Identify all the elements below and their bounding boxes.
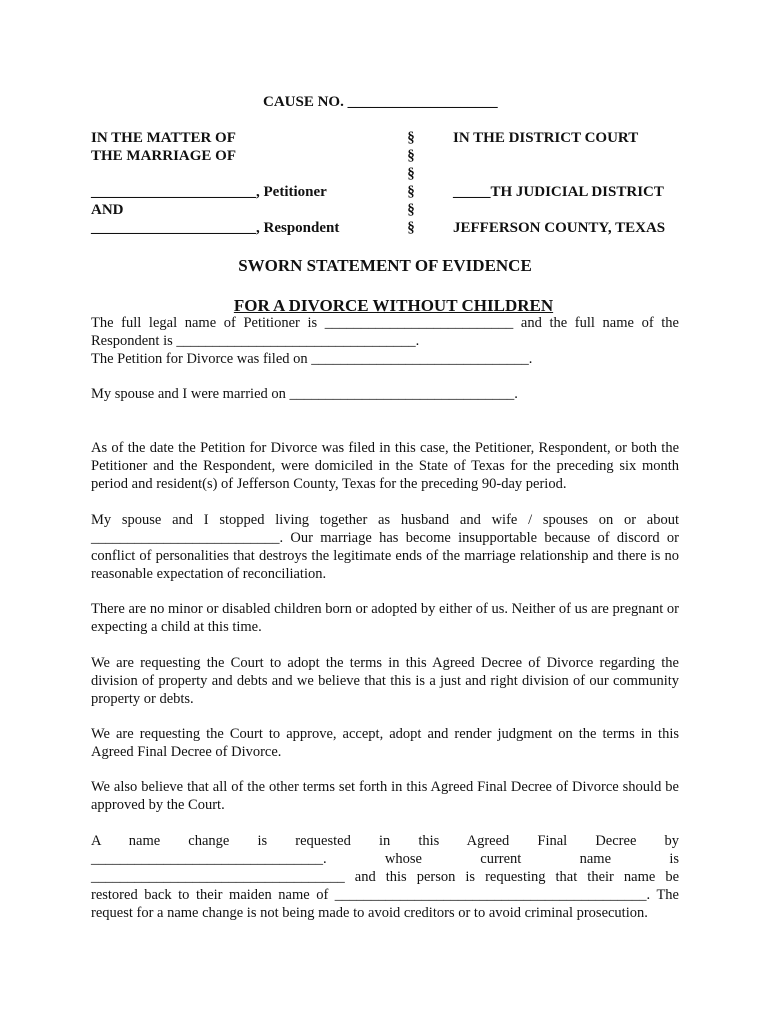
name-change-line-2: ________________________________. whose current name is (91, 851, 679, 867)
name-change-line-3: ___________________________________ and this person is requesting that their name be (91, 869, 679, 885)
section-mark: § (407, 202, 415, 218)
court-label: IN THE DISTRICT COURT (453, 130, 639, 146)
document-title-line-1: SWORN STATEMENT OF EVIDENCE (238, 256, 532, 275)
section-mark: § (407, 130, 415, 146)
names-paragraph (91, 314, 679, 368)
section-mark: § (407, 220, 415, 236)
other-terms-paragraph: We also believe that all of the other terms set forth in this Agreed Final Decree of Divorce should be approved by the Court. (91, 779, 679, 813)
section-mark: § (407, 148, 415, 164)
name-change-line-1: A name change is requested in this Agreed Final Decree by (91, 833, 679, 849)
names-line-3: The Petition for Divorce was filed on ______________________________. (91, 351, 533, 367)
name-change-line-5: request for a name change is not being made to avoid creditors or to avoid criminal prosecution. (91, 905, 648, 921)
approve-paragraph: We are requesting the Court to approve, accept, adopt and render judgment on the terms in this Agreed Final Decree of Divorce. (91, 726, 679, 760)
names-line-1: The full legal name of Petitioner is __________________________ and the full name of the (91, 315, 679, 331)
respondent-line: ______________________, Respondent (91, 220, 340, 236)
names-line-2: Respondent is _________________________________. (91, 333, 420, 349)
section-mark: § (407, 184, 415, 200)
domicile-paragraph: As of the date the Petition for Divorce was filed in this case, the Petitioner, Respondent, or both the Petitioner and the Respondent, were domiciled in the State of Texas for the preceding six month period and resident(s) of Jefferson County, Texas for the preceding 90-day period. (91, 440, 679, 492)
cause-number: CAUSE NO. ____________________ (263, 94, 498, 110)
judicial-district: _____TH JUDICIAL DISTRICT (453, 184, 664, 200)
and-label: AND (91, 202, 124, 218)
married-line: My spouse and I were married on _______________________________. (91, 386, 518, 402)
document-title-line-2: FOR A DIVORCE WITHOUT CHILDREN (233, 296, 554, 315)
name-change-paragraph (91, 832, 679, 922)
petitioner-line: ______________________, Petitioner (91, 184, 327, 200)
county-label: JEFFERSON COUNTY, TEXAS (453, 220, 666, 236)
matter-line-2: THE MARRIAGE OF (91, 148, 237, 164)
married-paragraph (91, 385, 679, 403)
separation-paragraph: My spouse and I stopped living together as husband and wife / spouses on or about __________________________. Our marriage has become insupportable because of discord or conflict of personalities that destroys the legitimate ends of the marriage relationship and there is no reasonable expectation of reconciliation. (91, 512, 679, 582)
property-paragraph: We are requesting the Court to adopt the terms in this Agreed Decree of Divorce regarding the division of property and debts and we believe that this is a just and right division of our community property or debts. (91, 655, 679, 707)
matter-line-1: IN THE MATTER OF (91, 130, 236, 146)
name-change-line-4: restored back to their maiden name of ___________________________________________. The (91, 887, 679, 903)
children-paragraph: There are no minor or disabled children born or adopted by either of us. Neither of us are pregnant or expecting a child at this time. (91, 601, 679, 635)
section-mark: § (407, 166, 415, 182)
